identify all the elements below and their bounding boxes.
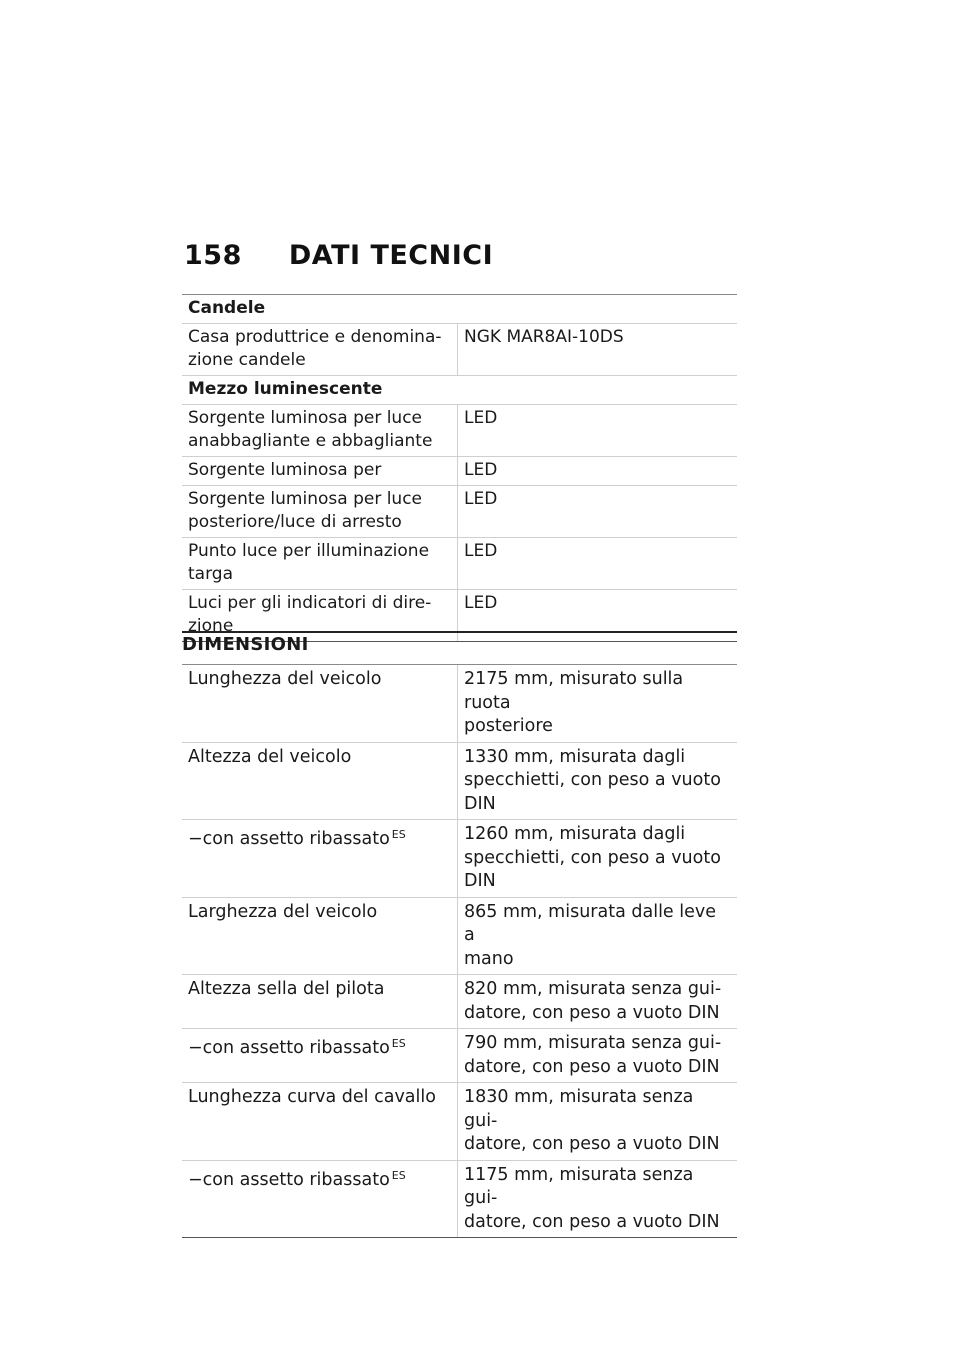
row-value: 1175 mm, misurata senza gui- datore, con peso a vuoto DIN (464, 1164, 720, 1232)
table-row (182, 538, 737, 590)
row-label: Larghezza del veicolo (182, 898, 458, 975)
row-label: Luci per gli indicatori di dire- zione (182, 590, 458, 641)
row-label: Sorgente luminosa per luce anabbagliante e abbagliante (182, 405, 458, 456)
page-header (184, 240, 493, 271)
section-divider (182, 631, 737, 633)
row-value: 1260 mm, misurata dagli specchietti, con peso a vuoto DIN (464, 824, 721, 891)
table-row (182, 486, 737, 538)
row-value: NGK MAR8AI-10DS (464, 327, 624, 347)
dimensions-table (182, 664, 737, 1238)
row-value: LED (464, 408, 498, 428)
row-value: 820 mm, misurata senza gui- datore, con peso a vuoto DIN (464, 979, 722, 1023)
row-label: Sorgente luminosa per luce posteriore/luce di arresto (182, 486, 458, 537)
row-value: 865 mm, misurata dalle leve a mano (464, 901, 717, 969)
row-value: 2175 mm, misurato sulla ruota posteriore (464, 669, 684, 736)
table-row (182, 457, 737, 486)
row-label-text: −con assetto ribassato (188, 1038, 390, 1058)
section-title-dimensioni: DIMENSIONI (182, 634, 309, 655)
table-row (182, 743, 737, 821)
table-row (182, 975, 737, 1029)
table-row (182, 405, 737, 457)
table-group-header (182, 295, 737, 324)
row-label: Altezza del veicolo (182, 743, 458, 820)
row-value: 790 mm, misurata senza gui- datore, con peso a vuoto DIN (464, 1033, 722, 1077)
es-tag: ES (391, 1168, 406, 1182)
page-number: 158 (184, 240, 242, 271)
row-value: LED (464, 541, 498, 561)
table-row (182, 665, 737, 743)
chapter-title: DATI TECNICI (288, 240, 494, 271)
es-tag: ES (391, 828, 406, 841)
table-row (182, 1029, 737, 1083)
row-label-with-es (182, 1161, 458, 1238)
row-label-with-es (182, 820, 458, 897)
row-label: Sorgente luminosa per (182, 457, 458, 485)
row-value: 1830 mm, misurata senza gui- datore, con peso a vuoto DIN (464, 1087, 720, 1154)
row-label: Lunghezza del veicolo (182, 665, 458, 742)
row-label: Casa produttrice e denomina- zione candele (182, 324, 458, 375)
row-label-with-es (182, 1029, 458, 1082)
es-tag: ES (391, 1037, 406, 1050)
row-label: Lunghezza curva del cavallo (182, 1083, 458, 1160)
row-label-text: −con assetto ribassato (188, 1169, 390, 1190)
table-row (182, 1161, 737, 1238)
group-title-candele: Candele (188, 298, 266, 318)
table-row (182, 324, 737, 376)
row-label: Altezza sella del pilota (182, 975, 458, 1028)
row-value: LED (464, 460, 498, 480)
row-value: 1330 mm, misurata dagli specchietti, con peso a vuoto DIN (464, 746, 721, 814)
table-row (182, 1083, 737, 1161)
group-title-lights: Mezzo luminescente (188, 379, 383, 399)
table-group-header (182, 376, 737, 405)
spark-plug-lights-table (182, 294, 737, 642)
table-row (182, 820, 737, 898)
row-label-text: −con assetto ribassato (188, 829, 390, 849)
row-label: Punto luce per illuminazione targa (182, 538, 458, 589)
row-value: LED (464, 489, 498, 509)
row-value: LED (464, 593, 498, 613)
table-row (182, 898, 737, 976)
